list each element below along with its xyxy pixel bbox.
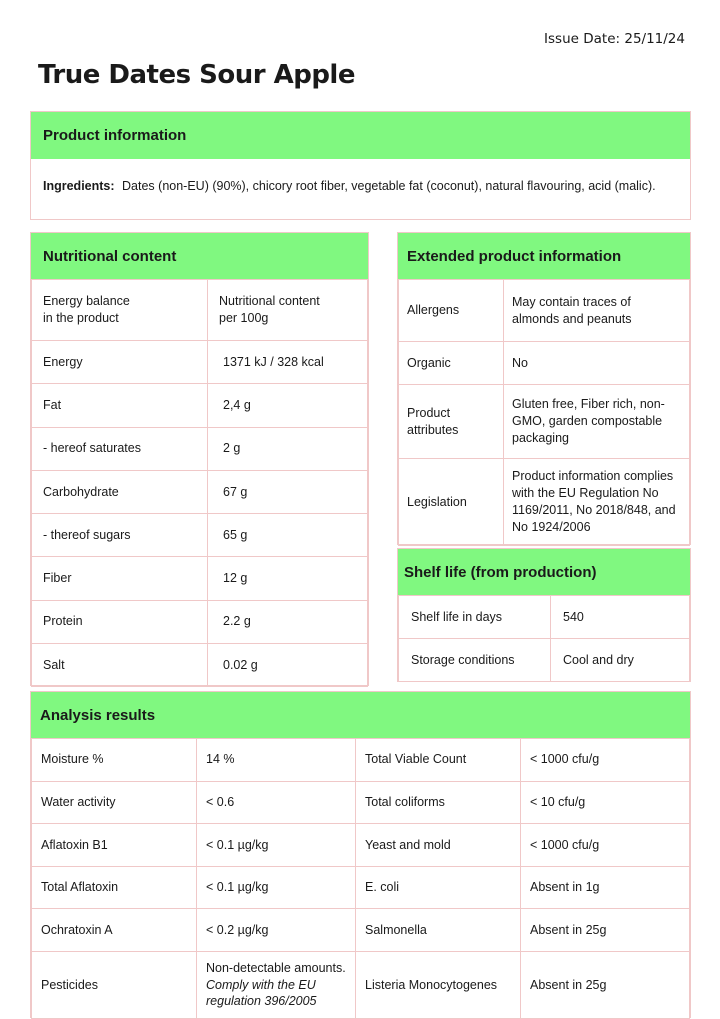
nutrition-value: 2.2 g (208, 600, 368, 643)
nutrition-col2-header: Nutritional content per 100g (208, 280, 368, 341)
analysis-cell: < 0.1 µg/kg (197, 824, 356, 867)
nutrition-value: 1371 kJ / 328 kcal (208, 341, 368, 384)
pesticides-result (197, 951, 356, 1018)
analysis-table (31, 738, 690, 1019)
pesticides-result-note: Comply with the EU regulation 396/2005 (206, 977, 317, 1009)
nutrition-value: 65 g (208, 514, 368, 557)
shelf-life-label: Shelf life in days (399, 596, 551, 639)
analysis-cell: < 1000 cfu/g (521, 824, 690, 867)
analysis-cell: Absent in 1g (521, 866, 690, 909)
analysis-results-heading: Analysis results (31, 692, 690, 738)
nutrition-row (32, 470, 368, 513)
analysis-cell: Water activity (32, 781, 197, 824)
nutrition-label: Fiber (32, 557, 208, 600)
analysis-row (32, 909, 690, 952)
nutrition-label: Fat (32, 384, 208, 427)
extended-label: Allergens (399, 280, 504, 342)
analysis-cell: Listeria Monocytogenes (356, 951, 521, 1018)
page-title: True Dates Sour Apple (38, 60, 355, 90)
nutrition-row (32, 557, 368, 600)
shelf-life-row (399, 639, 690, 682)
ingredients-label: Ingredients: (43, 179, 115, 193)
shelf-life-row (399, 596, 690, 639)
nutrition-value: 0.02 g (208, 644, 368, 687)
ingredients-value: Dates (non-EU) (90%), chicory root fiber, vegetable fat (coconut), natural flavouring, acid (malic). (122, 179, 656, 193)
analysis-row-pesticides (32, 951, 690, 1018)
analysis-results-section (30, 691, 691, 1018)
analysis-cell: Total coliforms (356, 781, 521, 824)
extended-value: Gluten free, Fiber rich, non-GMO, garden compostable packaging (504, 385, 690, 459)
nutrition-label: Protein (32, 600, 208, 643)
extended-label: Organic (399, 342, 504, 385)
nutrition-value: 2,4 g (208, 384, 368, 427)
analysis-cell: 14 % (197, 739, 356, 782)
extended-value: Product information complies with the EU Regulation No 1169/2011, No 2018/848, and No 1924/2006 (504, 459, 690, 546)
nutrition-row (32, 514, 368, 557)
analysis-cell: Total Aflatoxin (32, 866, 197, 909)
analysis-cell: < 10 cfu/g (521, 781, 690, 824)
extended-value: No (504, 342, 690, 385)
shelf-life-value: Cool and dry (551, 639, 690, 682)
nutrition-value: 12 g (208, 557, 368, 600)
nutrition-value: 2 g (208, 427, 368, 470)
extended-row (399, 342, 690, 385)
ingredients-text (31, 159, 690, 213)
nutrition-label: - thereof sugars (32, 514, 208, 557)
analysis-cell: Aflatoxin B1 (32, 824, 197, 867)
shelf-life-label: Storage conditions (399, 639, 551, 682)
shelf-life-section (397, 548, 691, 682)
nutrition-value: 67 g (208, 470, 368, 513)
analysis-cell: < 0.1 µg/kg (197, 866, 356, 909)
extended-label: Legislation (399, 459, 504, 546)
extended-product-information-section (397, 232, 691, 545)
product-information-section (30, 111, 691, 220)
analysis-cell: E. coli (356, 866, 521, 909)
analysis-row (32, 781, 690, 824)
shelf-life-value: 540 (551, 596, 690, 639)
pesticides-result-main: Non-detectable amounts. (206, 960, 346, 975)
analysis-cell: < 0.2 µg/kg (197, 909, 356, 952)
extended-row (399, 385, 690, 459)
nutrition-col1-header: Energy balance in the product (32, 280, 208, 341)
extended-row (399, 459, 690, 546)
nutrition-row (32, 644, 368, 687)
analysis-cell: Moisture % (32, 739, 197, 782)
nutrition-row (32, 427, 368, 470)
analysis-cell: Absent in 25g (521, 909, 690, 952)
shelf-life-table (398, 595, 690, 682)
nutrition-label: Carbohydrate (32, 470, 208, 513)
extended-value: May contain traces of almonds and peanuts (504, 280, 690, 342)
extended-product-information-heading: Extended product information (398, 233, 690, 279)
nutrition-label: Energy (32, 341, 208, 384)
analysis-cell: < 1000 cfu/g (521, 739, 690, 782)
analysis-row (32, 739, 690, 782)
analysis-cell: Ochratoxin A (32, 909, 197, 952)
nutrition-row (32, 384, 368, 427)
extended-row (399, 280, 690, 342)
analysis-cell: Total Viable Count (356, 739, 521, 782)
product-information-heading: Product information (31, 112, 690, 159)
nutrition-label: - hereof saturates (32, 427, 208, 470)
nutrition-table (31, 279, 368, 687)
nutrition-header-row (32, 280, 368, 341)
nutrition-row (32, 600, 368, 643)
issue-date: Issue Date: 25/11/24 (544, 31, 685, 47)
analysis-cell: Pesticides (32, 951, 197, 1018)
extended-label: Product attributes (399, 385, 504, 459)
nutrition-row (32, 341, 368, 384)
analysis-cell: Yeast and mold (356, 824, 521, 867)
extended-info-table (398, 279, 690, 546)
analysis-row (32, 866, 690, 909)
analysis-row (32, 824, 690, 867)
nutritional-content-section (30, 232, 369, 686)
nutritional-content-heading: Nutritional content (31, 233, 368, 279)
analysis-cell: < 0.6 (197, 781, 356, 824)
analysis-cell: Salmonella (356, 909, 521, 952)
nutrition-label: Salt (32, 644, 208, 687)
analysis-cell: Absent in 25g (521, 951, 690, 1018)
shelf-life-heading: Shelf life (from production) (398, 549, 690, 595)
